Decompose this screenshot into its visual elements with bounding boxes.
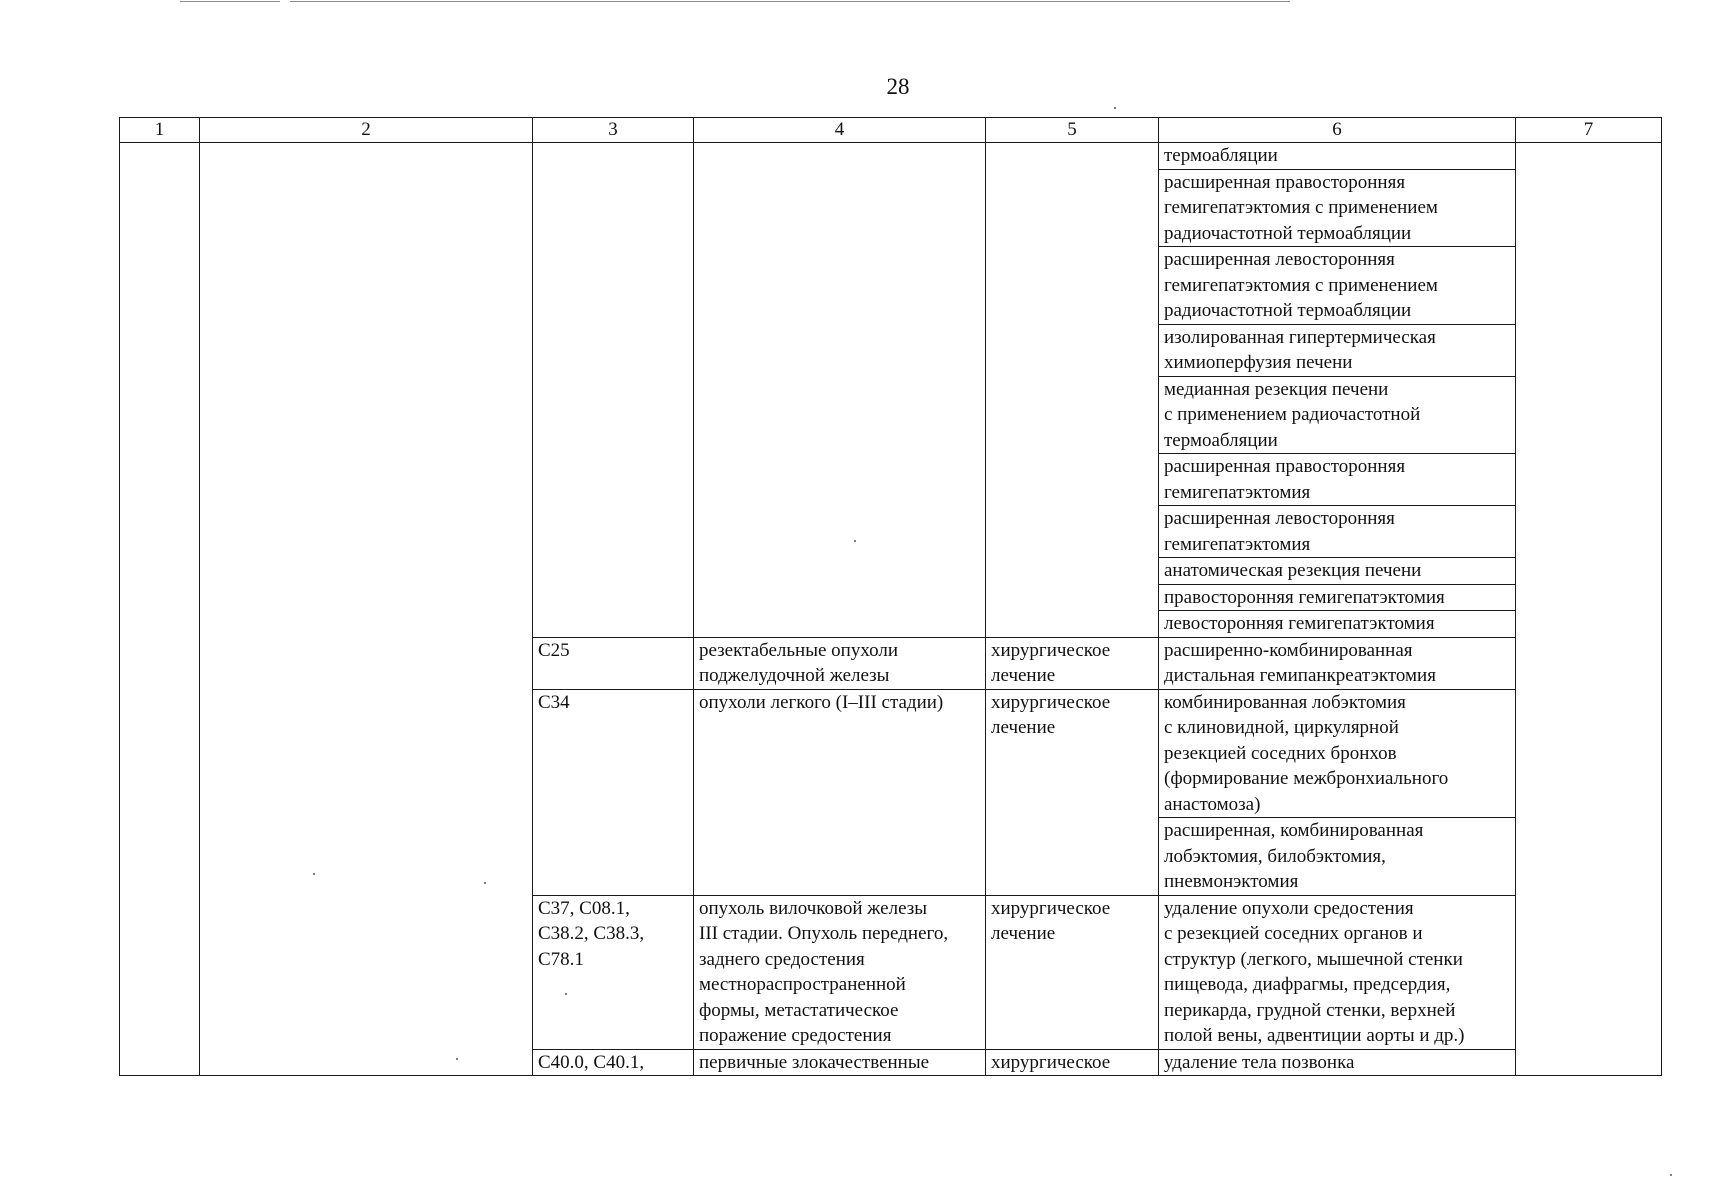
procedure-cell: комбинированная лобэктомия с клиновидной, циркулярной резекцией соседних бронхов (формирование межбронхиального анастомоза) bbox=[1159, 689, 1516, 818]
table-row bbox=[120, 143, 1662, 170]
scan-speck bbox=[854, 540, 856, 542]
treatment-type-cell bbox=[986, 143, 1159, 638]
diagnosis-code-cell: C37, C08.1, C38.2, C38.3, C78.1 bbox=[533, 895, 694, 1049]
condition-cell: первичные злокачественные bbox=[694, 1049, 986, 1076]
procedure-cell: расширенная левосторонняя гемигепатэктомия bbox=[1159, 506, 1516, 558]
procedures-table bbox=[119, 117, 1662, 1076]
procedure-cell: расширенная, комбинированная лобэктомия, билобэктомия, пневмонэктомия bbox=[1159, 818, 1516, 896]
column-number: 1 bbox=[120, 118, 200, 143]
procedure-cell: изолированная гипертермическая химиоперфузия печени bbox=[1159, 324, 1516, 376]
treatment-type-cell: хирургическое лечение bbox=[986, 895, 1159, 1049]
procedure-cell: термоабляции bbox=[1159, 143, 1516, 170]
diagnosis-code-cell bbox=[533, 143, 694, 638]
column-number: 4 bbox=[694, 118, 986, 143]
procedure-cell: расширенная правосторонняя гемигепатэктомия с применением радиочастотной термоабляции bbox=[1159, 169, 1516, 247]
scan-speck bbox=[1670, 1174, 1672, 1176]
procedure-cell: удаление опухоли средостения с резекцией соседних органов и структур (легкого, мышечной стенки пищевода, диафрагмы, предсердия, перикарда, грудной стенки, верхней полой вены, адвентиции аорты и др.) bbox=[1159, 895, 1516, 1049]
diagnosis-code-cell: C34 bbox=[533, 689, 694, 895]
scan-edge-line bbox=[290, 1, 1290, 2]
scan-speck bbox=[456, 1058, 458, 1060]
procedure-cell: правосторонняя гемигепатэктомия bbox=[1159, 584, 1516, 611]
diagnosis-code-cell: C25 bbox=[533, 637, 694, 689]
procedure-cell: медианная резекция печени с применением радиочастотной термоабляции bbox=[1159, 376, 1516, 454]
condition-cell: опухоль вилочковой железы III стадии. Опухоль переднего, заднего средостения местнораспространенной формы, метастатическое поражение средостения bbox=[694, 895, 986, 1049]
procedure-cell: расширенная левосторонняя гемигепатэктомия с применением радиочастотной термоабляции bbox=[1159, 247, 1516, 325]
col1-cell bbox=[120, 143, 200, 1076]
column-number: 2 bbox=[200, 118, 533, 143]
procedure-cell: левосторонняя гемигепатэктомия bbox=[1159, 611, 1516, 638]
col2-cell bbox=[200, 143, 533, 1076]
page-number: 28 bbox=[886, 74, 910, 99]
scan-speck bbox=[313, 873, 315, 875]
procedure-cell: расширенная правосторонняя гемигепатэктомия bbox=[1159, 454, 1516, 506]
condition-cell: опухоли легкого (I–III стадии) bbox=[694, 689, 986, 895]
col7-cell bbox=[1516, 143, 1662, 1076]
treatment-type-cell: хирургическое bbox=[986, 1049, 1159, 1076]
procedure-cell: расширенно-комбинированная дистальная гемипанкреатэктомия bbox=[1159, 637, 1516, 689]
scan-speck bbox=[484, 882, 486, 884]
scan-speck bbox=[1114, 107, 1116, 109]
column-number: 7 bbox=[1516, 118, 1662, 143]
column-number-row bbox=[120, 118, 1662, 143]
column-number: 6 bbox=[1159, 118, 1516, 143]
procedure-cell: удаление тела позвонка bbox=[1159, 1049, 1516, 1076]
diagnosis-code-cell: C40.0, C40.1, bbox=[533, 1049, 694, 1076]
treatment-type-cell: хирургическое лечение bbox=[986, 689, 1159, 895]
condition-cell bbox=[694, 143, 986, 638]
column-number: 3 bbox=[533, 118, 694, 143]
column-number: 5 bbox=[986, 118, 1159, 143]
scan-edge-line bbox=[180, 1, 280, 2]
scan-speck bbox=[565, 993, 567, 995]
condition-cell: резектабельные опухоли поджелудочной железы bbox=[694, 637, 986, 689]
treatment-type-cell: хирургическое лечение bbox=[986, 637, 1159, 689]
procedure-cell: анатомическая резекция печени bbox=[1159, 558, 1516, 585]
